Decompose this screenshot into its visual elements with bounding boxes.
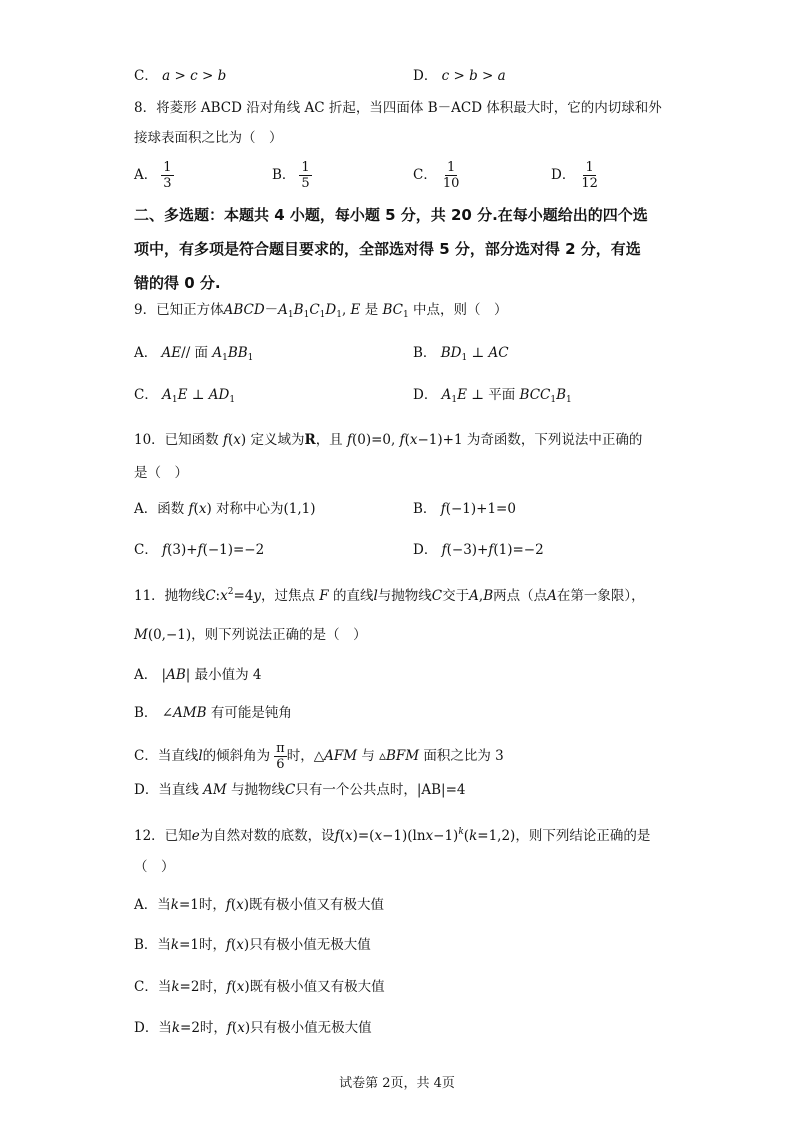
q12-line2: （ ） [134, 859, 175, 875]
q8-line1: 8．将菱形 ABCD 沿对角线 AC 折起，当四面体 B－ACD 体积最大时，它的内切球和外 [134, 100, 662, 116]
q8-option-d: D． $\frac{1}{12}$ [551, 160, 598, 191]
q11-option-a: A． |AB| 最小值为 4 [134, 667, 262, 683]
q9-stem: 9．已知正方体$ABCD-A_1B_1C_1D_1$, E 是 $BC_1$ 中点，则（ ） [134, 302, 508, 320]
page-footer: 试卷第 2页，共 4页 [339, 1076, 455, 1091]
q12-option-d: D．当k=2时，f(x)只有极小值无极大值 [134, 1020, 372, 1036]
q10-line2: 是（ ） [134, 465, 188, 481]
q11-stem: 11．抛物线$C:x^2=4y$，过焦点 F 的直线l与抛物线C交于A,B两点（点A在第一象限）， [134, 587, 645, 604]
q12-stem: 12．已知e为自然对数的底数，设$f(x)=(x-1)(\ln x-1)^k(k=1,2)$，则下列结论正确的是 [134, 827, 651, 844]
q10-option-b: B． f(−1)+1=0 [413, 501, 516, 517]
q12-option-a: A．当k=1时，f(x)既有极小值又有极大值 [134, 897, 385, 913]
q10-stem: 10．已知函数 f(x) 定义域为R，且 f(0)=0, f(x−1)+1 为奇函数，下列说法中正确的 [134, 432, 643, 448]
q10-option-c: C． f(3)+f(−1)=−2 [134, 542, 265, 558]
q7-option-c: C． a > c > b [134, 68, 227, 84]
q8-option-c: C． $\frac{1}{10}$ [413, 160, 460, 191]
q8-line2: 接球表面积之比为（ ） [134, 130, 283, 146]
q7-option-d: D． c > b > a [413, 68, 506, 84]
q11-option-c: C．当直线l的倾斜角为 $\frac{\pi}{6}$ 时，△AFM 与 ▵BFM 面积之比为 3 [134, 741, 504, 772]
q10-option-d: D． f(−3)+f(1)=−2 [413, 542, 544, 558]
q11-option-d: D．当直线 AM 与抛物线C只有一个公共点时，|AB|=4 [134, 782, 466, 798]
q9-option-c: C． $A_1E$ ⊥ $AD_1$ [134, 387, 236, 405]
q8-option-a: A． $\frac{1}{3}$ [134, 160, 172, 191]
q8-option-b: B． $\frac{1}{5}$ [272, 160, 310, 191]
q9-option-b: B． $BD_1$ ⊥ AC [413, 345, 509, 363]
q12-option-b: B．当k=1时，f(x)只有极小值无极大值 [134, 937, 371, 953]
section-heading: 二、多选题：本题共 4 小题，每小题 5 分，共 20 分.在每小题给出的四个选 项中，有多项是符合题目要求的，全部选对得 5 分，部分选对得 2 分，有选 错的得 0 分. [134, 206, 648, 292]
q10-option-a: A．函数 f(x) 对称中心为(1,1) [134, 501, 316, 517]
q9-option-d: D． $A_1E$ ⊥ 平面 $BCC_1B_1$ [413, 387, 572, 405]
q11-line2: M(0,−1)，则下列说法正确的是（ ） [134, 627, 367, 643]
q11-option-b: B． ∠AMB 有可能是钝角 [134, 705, 292, 721]
q9-option-a: A． AE// 面 $A_1BB_1$ [134, 345, 254, 363]
q12-option-c: C．当k=2时，f(x)既有极小值又有极大值 [134, 979, 385, 995]
